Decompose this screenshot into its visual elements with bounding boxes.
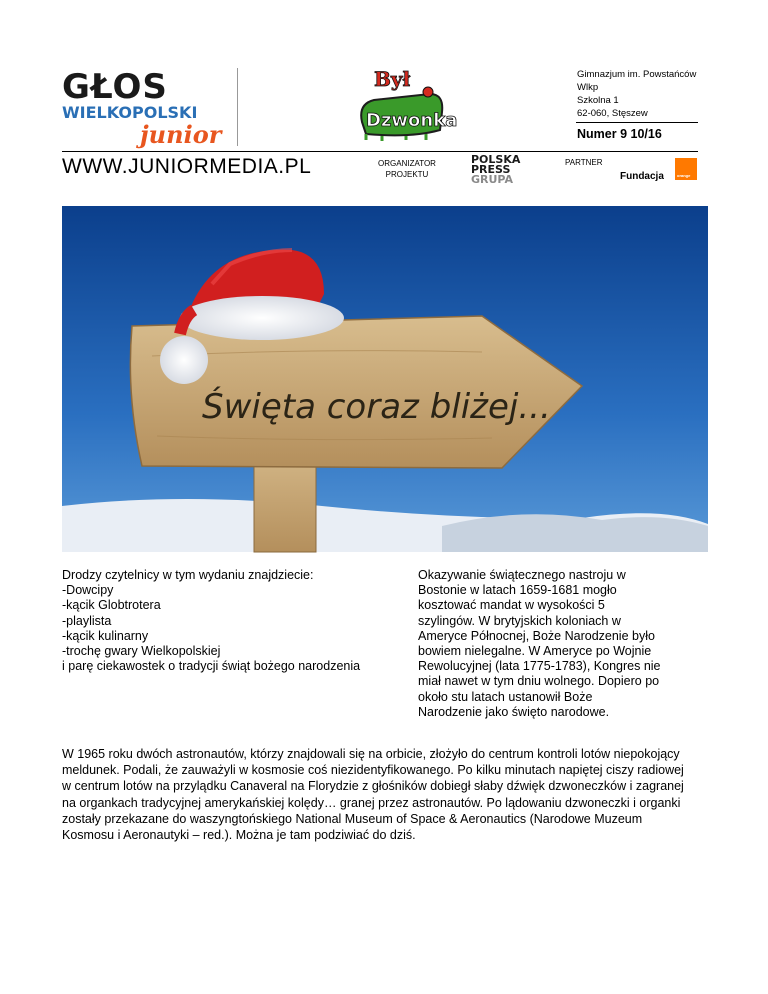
contents-outro: i parę ciekawostek o tradycji świąt bożego narodzenia — [62, 659, 361, 674]
byl-dzwonka-logo — [352, 64, 458, 142]
issue-rule — [576, 122, 698, 123]
santa-hat-brim — [180, 296, 344, 340]
paragraph-line: Kosmosu i Aeronautyki – red.). Można je tam podziwiać do dziś. — [62, 828, 416, 843]
issue-number: Numer 9 10/16 — [577, 127, 662, 141]
fact-line: Ameryce Północnej, Boże Narodzenie było — [418, 628, 655, 643]
partner-name: Fundacja — [620, 171, 664, 182]
paragraph-line: meldunek. Podali, że zauważyli w kosmosie coś niezidentyfikowanego. Po kilku minutach napiętej ciszy radiowej — [62, 763, 684, 778]
logo-glos-text: GŁOS — [62, 67, 168, 107]
fact-line: Rewolucyjnej (lata 1775-1783), Kongres nie — [418, 659, 661, 674]
fact-line: Bostonie w latach 1659-1681 mogło — [418, 583, 617, 598]
sign-text: Święta coraz bliżej... — [202, 387, 551, 427]
header-rule — [62, 151, 698, 152]
fact-line: kosztować mandat w wysokości 5 — [418, 598, 605, 613]
school-name: Gimnazjum im. Powstańców — [577, 69, 697, 80]
fact-astronauts — [62, 746, 708, 843]
logo-junior-text: junior — [140, 120, 222, 149]
contents-item: -kącik kulinarny — [62, 628, 149, 643]
contents-item: -trochę gwary Wielkopolskiej — [62, 644, 221, 659]
ppg-line2: PRESS — [471, 163, 511, 176]
bell-icon — [423, 87, 433, 97]
fact-line: bowiem nielegalne. W Ameryce po Wojnie — [418, 644, 652, 659]
paragraph-line: zostały przekazane do waszyngtońskiego National Museum of Space & Aeronautics (Narodowe Muzeum — [62, 811, 643, 826]
school-street: Szkolna 1 — [577, 95, 619, 106]
logo-wielkopolski-text: WIELKOPOLSKI — [62, 103, 198, 122]
school-region: Wlkp — [577, 82, 599, 93]
santa-hat-pompom — [160, 336, 208, 384]
ppg-line3: GRUPA — [471, 173, 513, 186]
logo-byl-text: Był — [374, 67, 411, 91]
contents-list — [62, 568, 382, 674]
website-link[interactable]: WWW.JUNIORMEDIA.PL — [62, 155, 312, 178]
paragraph-line: W 1965 roku dwóch astronautów, którzy znajdowali się na orbicie, złożyło do centrum kontroli lotów niepokojący — [62, 747, 680, 761]
school-address — [577, 68, 696, 120]
paragraph-line: na organkach tradycyjnej amerykańskiej kolędy… granej przez astronautów. Po lądowaniu dzwoneczki i organki — [62, 795, 681, 810]
contents-item: -kącik Globtrotera — [62, 598, 161, 613]
organizer-label-line1: ORGANIZATOR — [378, 159, 436, 168]
paragraph-line: w centrum lotów na przylądku Canaveral na Florydzie z głośników dobiegł słaby dźwięk dzwoneczków i zagranej — [62, 779, 684, 794]
school-city: 62-060, Stęszew — [577, 108, 648, 119]
orange-logo-text: orange — [677, 173, 691, 178]
organizer-label — [372, 158, 442, 180]
partner-label: PARTNER — [565, 158, 603, 167]
logo-dzwonka-text: Dzwonka — [366, 110, 458, 131]
logo-divider — [237, 68, 238, 146]
organizer-label-line2: PROJEKTU — [385, 170, 429, 179]
polska-press-grupa-logo — [471, 155, 520, 185]
glos-wielkopolski-junior-logo — [62, 67, 232, 152]
fact-line: szylingów. W brytyjskich koloniach w — [418, 613, 621, 628]
contents-item: -playlista — [62, 613, 112, 628]
contents-item: -Dowcipy — [62, 583, 114, 598]
fact-line: Narodzenie jako święto narodowe. — [418, 704, 610, 719]
fact-line: miał nawet w tym dniu wolnego. Dopiero po — [418, 674, 660, 689]
hero-image — [62, 206, 708, 552]
ppg-line1: POLSKA — [471, 153, 521, 166]
snow-trees — [442, 514, 708, 552]
fact-line: Okazywanie świątecznego nastroju w — [418, 568, 626, 582]
fact-boston — [418, 568, 708, 720]
contents-intro: Drodzy czytelnicy w tym wydaniu znajdziecie: — [62, 568, 314, 582]
orange-logo — [675, 158, 697, 180]
fact-line: około stu latach ustanowił Boże — [418, 689, 593, 704]
